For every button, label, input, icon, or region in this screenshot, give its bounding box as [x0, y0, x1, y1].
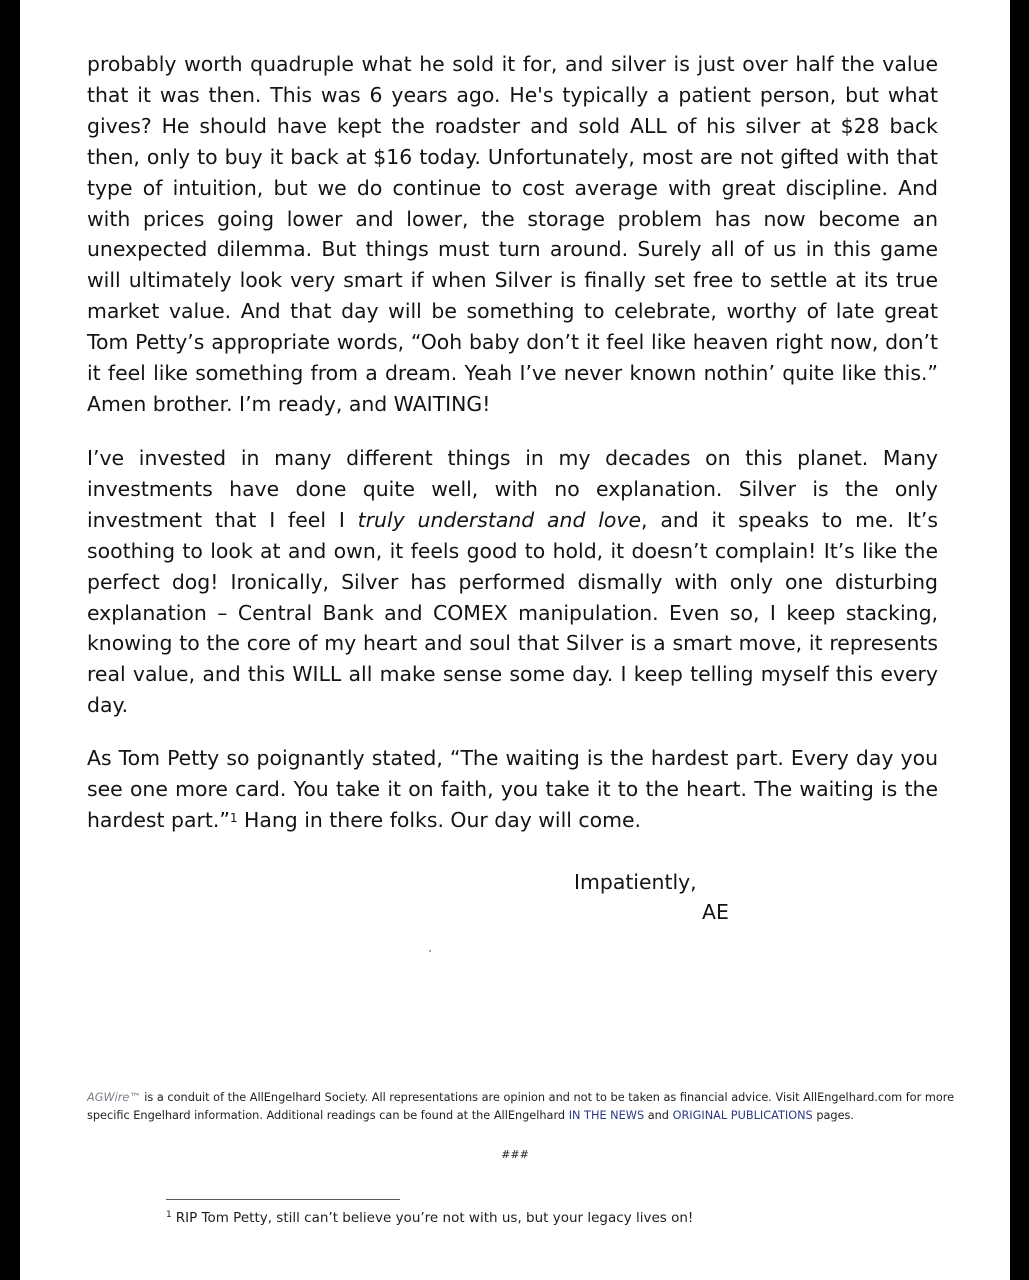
footnote [166, 1210, 693, 1226]
paragraph-2-text-start: I’ve invested in many different things in my decades on this planet. Many investments have done quite well, with no explanation. Silver is the only investment that I feel I [87, 446, 938, 532]
paragraph-2-text-end: , and it speaks to me. It’s soothing to look at and own, it feels good to hold, it doesn’t complain! It’s like the perfect dog! Ironically, Silver has performed dismally with only one disturbing explanation – Central Bank and COMEX manipulation. Even so, I keep stacking, knowing to the core of my heart and soul that Silver is a smart move, it represents real value, and this WILL all make sense some day. I keep telling myself this every day. [87, 507, 939, 718]
footnote-text: RIP Tom Petty, still can’t believe you’re not with us, but your legacy lives on! [175, 1210, 694, 1226]
disclaimer [87, 1089, 959, 1125]
paragraph-3-text-start: As Tom Petty so poignantly stated, “The waiting is the hardest part. Every day you see one more card. You take it on faith, you take it to the heart. The waiting is the hardest part.” [87, 746, 938, 832]
disclaimer-text-1: is a conduit of the AllEngelhard Society. All representations are opinion and not to be taken as financial advice. Visit AllEngelhard.com for more specific Engelhard information. Additional readings can be found at the AllEngelhard [87, 1091, 955, 1122]
letter-signature: AE [702, 900, 729, 924]
letter-paragraph-3 [87, 743, 938, 836]
stray-mark [429, 950, 431, 952]
brand-name: AGWire™ [87, 1091, 141, 1104]
document-page [20, 0, 1010, 1280]
letter-paragraph-2 [87, 443, 938, 721]
footnote-divider [166, 1199, 400, 1200]
in-the-news-link[interactable]: IN THE NEWS [568, 1109, 645, 1122]
disclaimer-text-2: and [644, 1109, 673, 1122]
original-publications-link[interactable]: ORIGINAL PUBLICATIONS [672, 1109, 813, 1122]
letter-paragraph-1: probably worth quadruple what he sold it for, and silver is just over half the value that it was then. This was 6 years ago. He's typically a patient person, but what gives? He should have kept the roadster and sold ALL of his silver at $28 back then, only to buy it back at $16 today. Unfortunately, most are not gifted with that type of intuition, but we do continue to cost average with great discipline. And with prices going lower and lower, the storage problem has now become an unexpected dilemma. But things must turn around. Surely all of us in this game will ultimately look very smart if when Silver is finally set free to settle at its true market value. And that day will be something to celebrate, worthy of late great Tom Petty’s appropriate words, “Ooh baby don’t it feel like heaven right now, don’t it feel like something from a dream. Yeah I’ve never known nothin’ quite like this.” Amen brother. I’m ready, and WAITING! [87, 52, 938, 416]
paragraph-3-text-end: Hang in there folks. Our day will come. [237, 807, 641, 832]
disclaimer-text-3: pages. [812, 1109, 855, 1122]
end-marker: ### [501, 1148, 529, 1161]
footnote-reference[interactable]: 1 [229, 810, 238, 825]
paragraph-2-emphasis: truly understand and love [357, 507, 642, 532]
footnote-mark: 1 [166, 1210, 172, 1220]
letter-closing: Impatiently, [574, 870, 697, 894]
